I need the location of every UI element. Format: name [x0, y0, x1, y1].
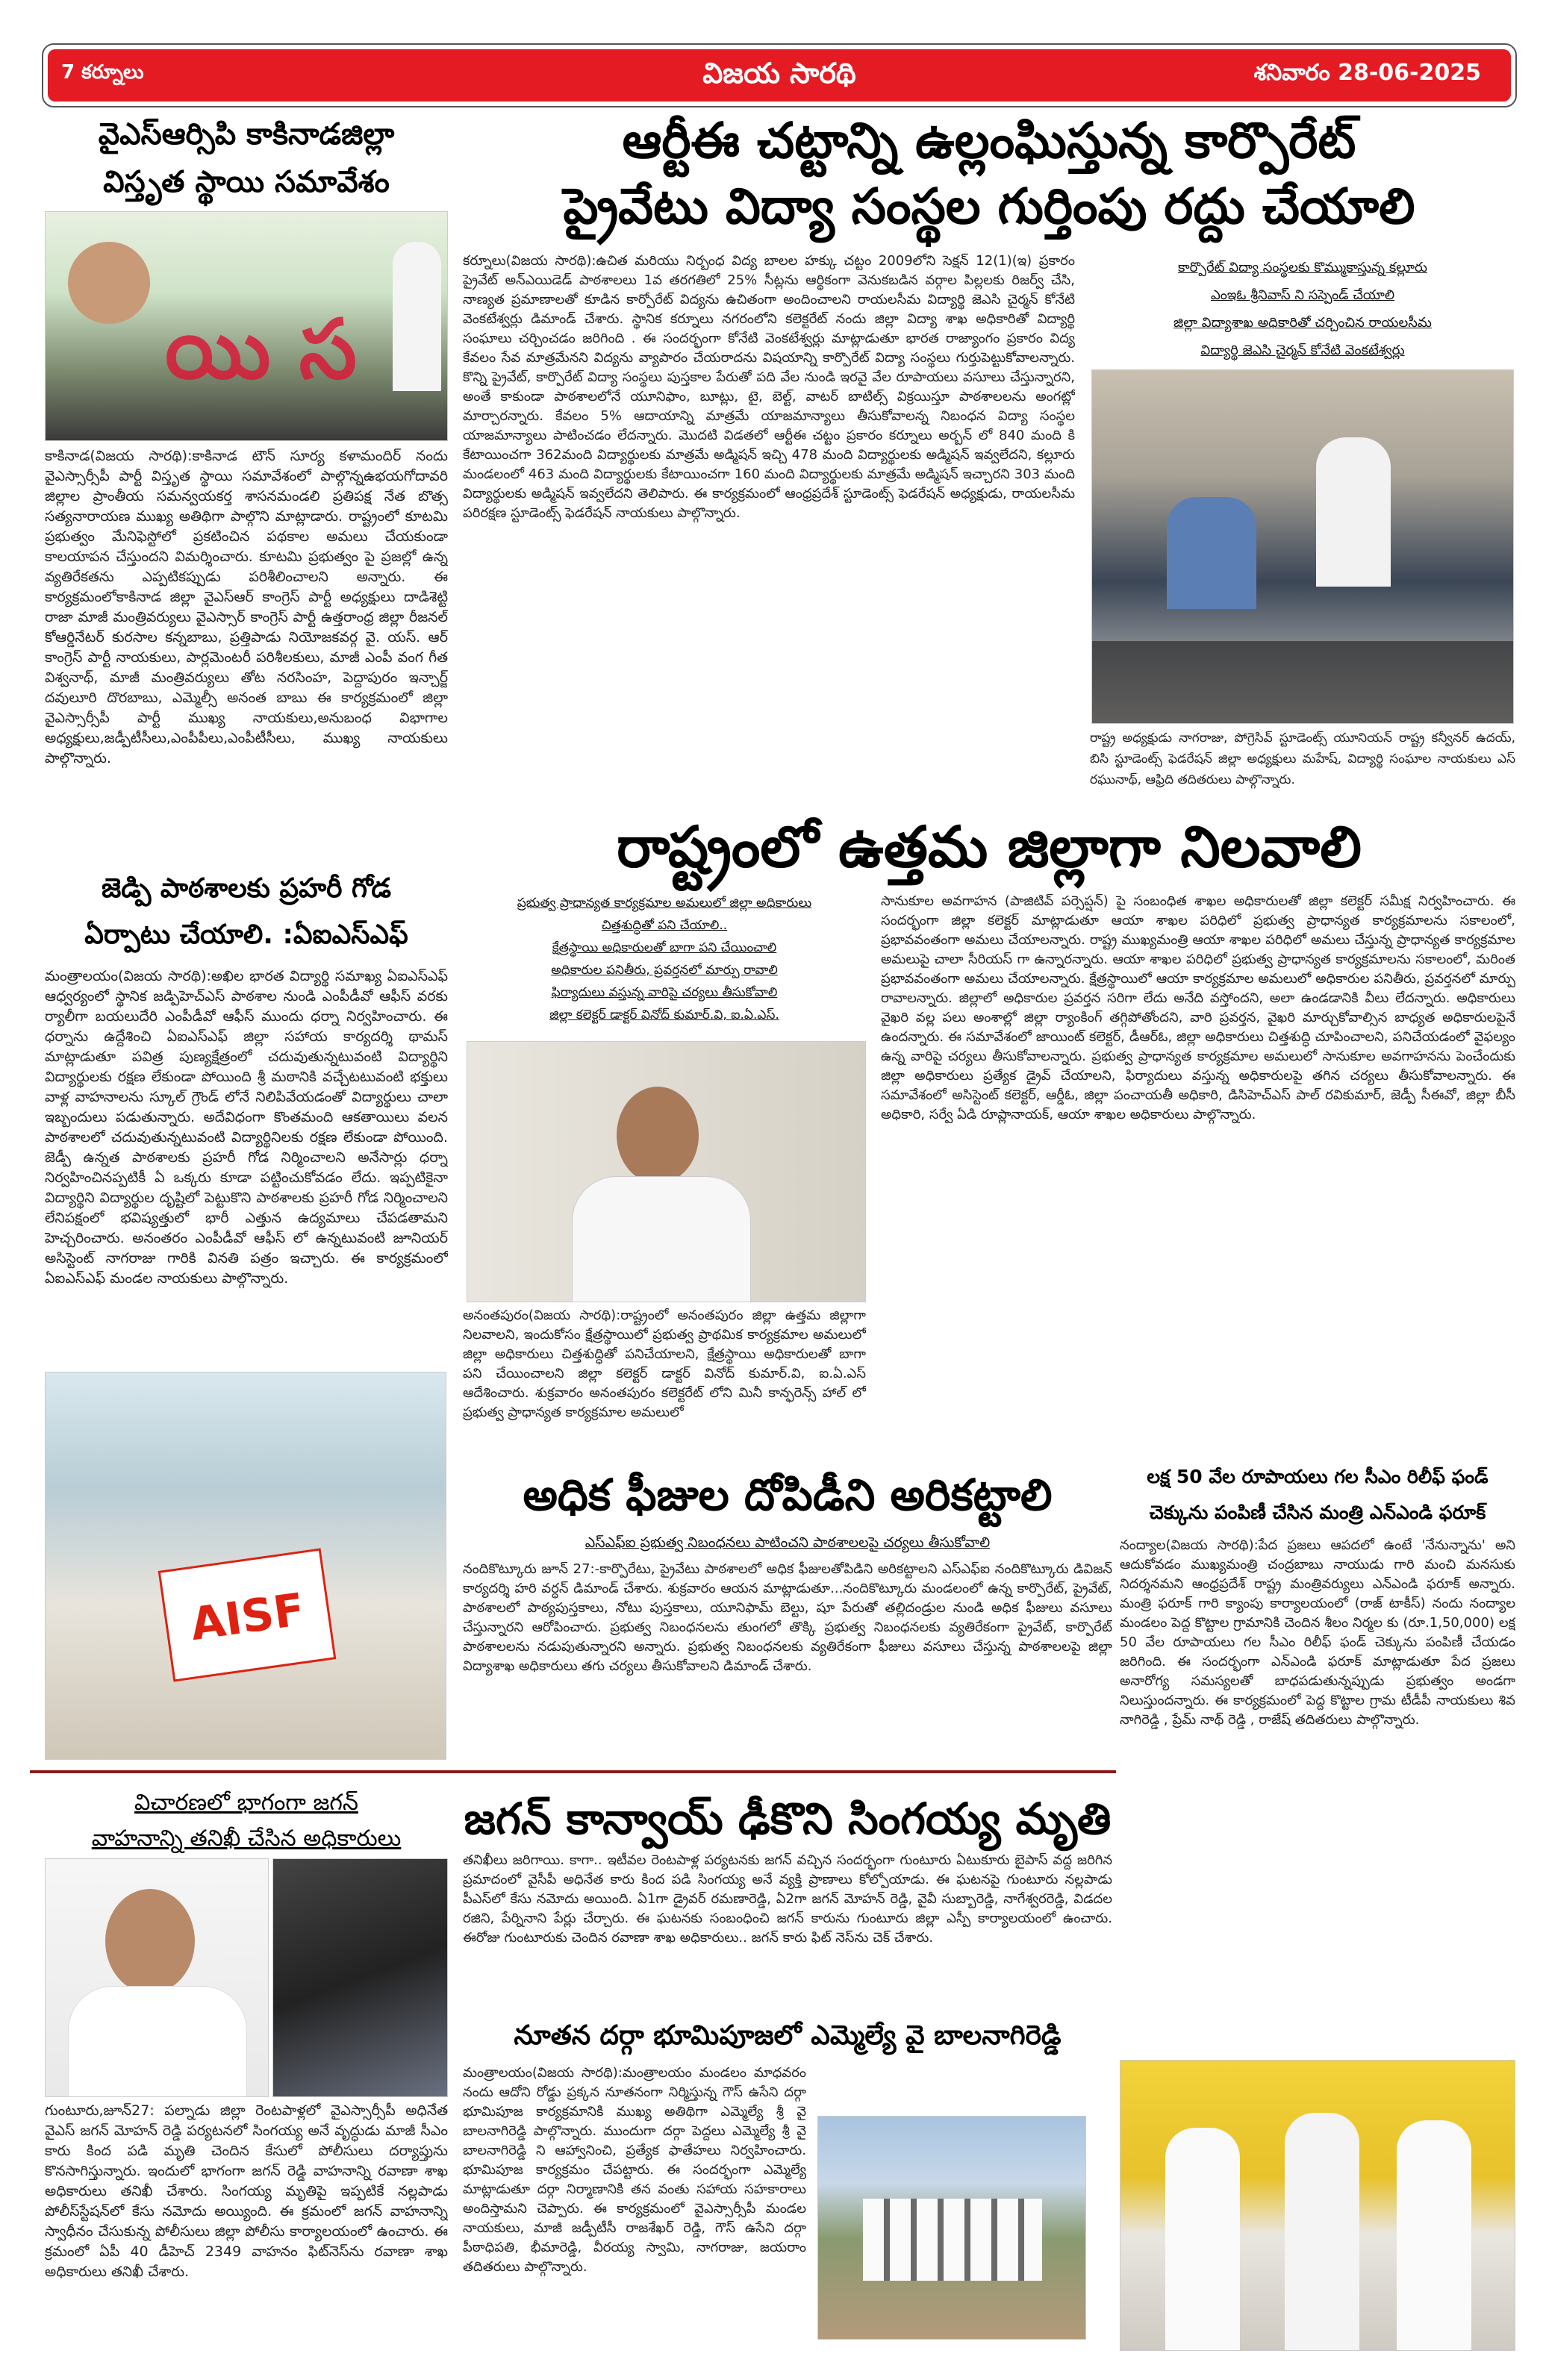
article-dargah-headline: నూతన దర్గా భూమిపూజలో ఎమ్మెల్యే వై బాలనాగిరెడ్డి — [514, 2020, 1062, 2051]
headline-line: ఆర్టీఈ చట్టాన్ని ఉల్లంఘిస్తున్న కార్పొరేట్ — [622, 112, 1356, 169]
article-rte-headline — [463, 108, 1515, 240]
article-fees-headline: అధిక ఫీజుల దోపిడీని అరికట్టాలి — [523, 1469, 1053, 1520]
section-divider — [30, 1770, 1116, 1773]
subhead: ఫిర్యాదులు వస్తున్న వారిపై చర్యలు తీసుకోవాలి — [551, 985, 778, 1000]
headline-line: వైఎస్ఆర్సిపి కాకినాడజిల్లా — [98, 117, 395, 152]
rte-meeting-photo — [1091, 369, 1514, 724]
headline-line: విస్తృత స్థాయి సమావేశం — [103, 165, 390, 199]
subhead: జిల్లా విద్యాశాఖ అధికారితో చర్చించిన రాయలసీమ — [1173, 315, 1432, 331]
rte-photo-caption: రాష్ట్ర అధ్యక్షుడు నాగరాజు, పోగ్రెసివ్ స్టూడెంట్స్ యూనియన్ రాష్ట్ర కన్వీనర్ ఉదయ్, బిసి స్టూడెంట్స్ ఫెడరేషన్ జిల్లా అధ్యక్షులు మహేష్, విద్యార్థి సంఘాల నాయకులు ఎస్ రఘునాథ్, ఆఫ్రిది తదితరులు పాల్గొన్నారు. — [1090, 731, 1515, 787]
headline-line: జెడ్పి పాఠశాలకు ప్రహరీ గోడ — [101, 873, 392, 904]
article-jagan-vehicle-body: గుంటూరు,జూన్27: పల్నాడు జిల్లా రెంటపాళ్లలో వైఎస్సార్సీపీ అధినేత వైఎస్ జగన్ మోహన్ రెడ్డి పర్యటనలో సింగయ్య అనే వృద్ధుడు మాజీ సీఎం కారు కింద పడి మృతి చెందిన కేసులో పోలీసులు దర్యాప్తును కొనసాగిస్తున్నారు. ఇందులో భాగంగా జగన్ రెడ్డి వాహనాన్ని రవాణా శాఖ అధికారులు తనిఖీ చేశారు. సింగయ్య మృతిపై ఇప్పటికే నల్లపాడు పోలీస్‌స్టేషన్‌లో కేసు నమోదు అయ్యింది. ఈ క్రమంలో జగన్ వాహనాన్ని స్వాధీనం చేసుకున్న పోలీసులు జిల్లా పోలీసు కార్యాలయంలో ఉంచారు. ఈ క్రమంలో ఏపీ 40 డీహెచ్ 2349 వాహనం ఫిట్‌నెస్‌ను రవాణా శాఖ అధికారులు తనిఖీ చేశారు. — [45, 2102, 448, 2280]
headline-line: లక్ష 50 వేల రూపాయలు గల సీఎం రిలీఫ్ ఫండ్ — [1147, 1466, 1489, 1487]
ysrcp-meeting-photo — [45, 211, 448, 441]
article-best-district-subheads — [463, 892, 866, 1026]
issue-date: శనివారం 28-06-2025 — [1253, 60, 1481, 86]
speaker-figure — [393, 242, 441, 391]
article-cm-relief-headline — [1120, 1459, 1515, 1531]
subhead: చిత్తశుద్ధితో పని చేయాలి.. — [601, 918, 728, 933]
article-fees-subhead: ఎస్ఎఫ్ఐ ప్రభుత్వ నిబంధనలు పాటించని పాఠశాలలపై చర్యలు తీసుకోవాలి — [585, 1534, 991, 1551]
dargah-bhoomi-puja-photo — [817, 2116, 1086, 2340]
subhead: ఎంఇఓ శ్రీనివాస్ ని సస్పెండ్ చేయాలి — [1210, 287, 1395, 303]
article-dargah-body: మంత్రాలయం(విజయ సారథి):మంత్రాలయం మండలం మాధవరం నందు ఆదోని రోడ్డు ప్రక్కన నూతనంగా నిర్మిస్తున్న గౌస్ ఉసేని దర్గా భూమిపూజ కార్యక్రమానికి ముఖ్య అతిథిగా ఎమ్మెల్యే శ్రీ వై బాలనాగిరెడ్డి పాల్గొన్నారు. ముందుగా దర్గా పెద్దలు ఎమ్మెల్యే శ్రీ వై బాలనాగిరెడ్డి ని ఆహ్వానించి, ప్రత్యేక ఫాతేహలు నిర్వహించారు. భూమిపూజ కార్యక్రమం చేపట్టారు. ఈ సందర్భంగా ఎమ్మెల్యే మాట్లాడుతూ దర్గా నిర్మాణానికి తన వంతు సహాయ సహకారాలు అందిస్తామని చెప్పారు. ఈ కార్యక్రమంలో వైఎస్సార్సీపీ మండల నాయకులు, మాజీ జడ్పీటీసీ రాజశేఖర్ రెడ్డి, గౌస్ ఉసేని దర్గా పీఠాధిపతి, భీమారెడ్డి, వీరయ్య స్వామి, నాగరాజు, జయరాం తదితరులు పాల్గొన్నారు. — [463, 2065, 806, 2275]
article-zp-school-body: మంత్రాలయం(విజయ సారథి):అఖిల భారత విద్యార్థి సమాఖ్య ఏఐఎస్ఎఫ్ ఆధ్వర్యంలో స్థానిక జడ్పిహెచ్ఎస్ పాఠశాల నుండి ఎంపీడీవో ఆఫీస్ వరకు ర్యాలీగా బయలుదేరి ఎంపీడీవో ఆఫీస్ ముందు ధర్నా నిర్వహించారు. ఈ ధర్నాను ఉద్దేశించి ఏఐఎస్ఎఫ్ జిల్లా సహాయ కార్యదర్శి థామస్ మాట్లాడుతూ పవిత్ర పుణ్యక్షేత్రంలో చదువుతున్నటువంటి విద్యార్థిని విద్యార్థులకు రక్షణ లేకుండా పోయింది శ్రీ మఠానికి వచ్చేటటువంటి భక్తులు వాళ్ల వాహనాలను స్కూల్ గ్రౌండ్ లోనే నిలిపివేయడంతో విద్యార్థులు చాలా ఇబ్బందులు పడుతున్నారు. అదేవిధంగా కొంతమంది ఆకతాయిలు వలన పాఠశాలలో చదువుతున్నటువంటి విద్యార్థినిలకు రక్షణ లేకుండా పోయింది. జెడ్పీ ఉన్నత పాఠశాలకు ప్రహరీ గోడ నిర్మించాలని అనేసార్లు ధర్నా నిర్వహించినప్పటికీ ఏ ఒక్కరు కూడా పట్టించుకోవడం లేదు. ఇప్పటికైనా విద్యార్థిని విద్యార్థుల దృష్టిలో పెట్టుకొని పాఠశాలకు ప్రహరీ గోడ నిర్మించాలని లేనిపక్షంలో భవిష్యత్తులో భారీ ఎత్తున ఉద్యమాలు చేపడతామని హెచ్చరించారు. అనంతరం ఎంపీడీవో ఆఫీస్ లో ఉన్నటువంటి జూనియర్ అసిస్టెంట్ నాగరాజు గారికి వినతి పత్రం ఇచ్చారు. ఈ కార్యక్రమంలో ఏఐఎస్ఎఫ్ మండల నాయకులు పాల్గొన్నారు. — [45, 968, 448, 1287]
leader-portrait — [68, 242, 150, 324]
article-cm-relief-body: నంద్యాల(విజయ సారథి):పేద ప్రజలు ఆపదలో ఉంటే 'నేనున్నాను' అని ఆదుకోవడం ముఖ్యమంత్రి చంద్రబాబు నాయుడు గారి మంచి మనసుకు నిదర్శనమని ఆంధ్రప్రదేశ్ రాష్ట్ర మంత్రివర్యులు ఎన్ఎండి ఫరూక్ అన్నారు. మంత్రి ఫరూక్ గారి క్యాంపు కార్యాలయంలో (రాజ్ టాకీస్) నందు నంద్యాల మండలం పెద్ద కొట్టాల గ్రామానికి చెందిన శీలం నిర్మల కు (రూ.1,50,000) లక్ష 50 వేల రూపాయలు గల సీఎం రిలీఫ్ ఫండ్ చెక్కును పంపిణీ చేయడం జరిగింది. ఈ సందర్భంగా ఎన్ఎండి ఫరూక్ మాట్లాడుతూ పేద ప్రజలు అనారోగ్య సమస్యలతో బాధపడుతున్నప్పుడు ప్రభుత్వం అండగా నిలుస్తుందన్నారు. ఈ కార్యక్రమంలో పెద్ద కొట్టాల గ్రామ టీడీపీ నాయకులు శివ నాగిరెడ్డి , ప్రేమ్ నాథ్ రెడ్డి , రాజేష్ తదితరులు పాల్గొన్నారు. — [1120, 1537, 1515, 1728]
subhead: జిల్లా కలెక్టర్ డాక్టర్ వినోద్ కుమార్.వి, ఐ.ఏ.ఎస్. — [549, 1008, 779, 1022]
article-convoy-headline: జగన్ కాన్వాయ్ ఢీకొని సింగయ్య మృతి — [464, 1793, 1112, 1844]
article-best-district-headline: రాష్ట్రంలో ఉత్తమ జిల్లాగా నిలవాలి — [617, 813, 1362, 880]
jagan-photo — [45, 1858, 269, 2097]
article-convoy-body: తనిఖీలు జరిగాయి. కాగా.. ఇటీవల రెంటపాళ్ల పర్యటనకు జగన్ వచ్చిన సందర్భంగా గుంటూరు ఏటుకూరు బైపాస్ వద్ద జరిగిన ప్రమాదంలో వైసీపీ అధినేత కారు కింద పడి సింగయ్య అనే వ్యక్తి ప్రాణాలు కోల్పోయాడు. ఈ ఘటనపై గుంటూరు నల్లపాడు పీఎస్‌లో కేసు నమోదు అయింది. ఏ1గా డ్రైవర్ రమణారెడ్డి, ఏ2గా జగన్ మోహన్ రెడ్డి, వైవీ సుబ్బారెడ్డి, నాగేశ్వరరెడ్డి, విడదల రజిని, పేర్నినాని పేర్లు చేర్చారు. ఈ ఘటనకు సంబంధించి జగన్ కారును గుంటూరు జిల్లా ఎస్పీ కార్యాలయంలో ఉంచారు. ఈరోజు గుంటూరుకు చెందిన రవాణా శాఖ అధికారులు.. జగన్ కారు ఫిట్ నెస్‌ను చెక్ చేశారు. — [463, 1852, 1112, 1946]
aisf-rally-photo — [45, 1372, 446, 1760]
article-zp-school-headline — [45, 866, 448, 958]
article-ysrcp-headline — [45, 110, 448, 206]
page-label: 7 కర్నూలు — [61, 61, 144, 84]
subhead: ప్రభుత్వ ప్రాధాన్యత కార్యక్రమాల అమలులో జిల్లా అధికారులు — [517, 896, 812, 911]
article-best-district-body-left: అనంతపురం(విజయ సారథి):రాష్ట్రంలో అనంతపురం జిల్లా ఉత్తమ జిల్లాగా నిలవాలని, ఇందుకోసం క్షేత్రస్థాయిలో ప్రభుత్వ ప్రాథమిక కార్యక్రమాల అమలులో జిల్లా అధికారులు చిత్తశుద్ధితో పనిచేయాలని, క్షేత్రస్థాయి అధికారులతో బాగా పని చేయించాలని జిల్లా కలెక్టర్ డాక్టర్ వినోద్ కుమార్.వి, ఐ.ఏ.ఎస్ ఆదేశించారు. శుక్రవారం అనంతపురం కలెక్టరేట్ లోని మినీ కాన్ఫరెన్స్ హాల్ లో ప్రభుత్వ ప్రాధాన్యత కార్యక్రమాల అమలులో — [463, 1308, 866, 1420]
article-rte-subheads — [1090, 254, 1515, 364]
headline-line: ఏర్పాటు చేయాలి. :ఏఐఎస్ఎఫ్ — [84, 919, 408, 950]
subhead: విద్యార్థి జెఎసి చైర్మన్ కోనేటి వెంకటేశ్వర్లు — [1200, 343, 1405, 358]
masthead-bar — [48, 49, 1511, 101]
headline-line: ప్రైవేటు విద్యా సంస్థల గుర్తింపు రద్దు చేయాలి — [563, 178, 1415, 235]
collector-photo — [467, 1041, 866, 1302]
masthead — [42, 43, 1517, 107]
headline-line: వాహనాన్ని తనిఖీ చేసిన అధికారులు — [91, 1825, 402, 1852]
article-fees-body: నందికొట్కూరు జూన్ 27:-కార్పొరేటు, ప్రైవేటు పాఠశాలలో అధిక ఫీజులతోపిడిని అరికట్టాలని ఎస్ఎఫ్ఐ నందికొట్కూరు డివిజన్ కార్యదర్శి హరి వర్ధన్ డిమాండ్ చేశారు. శుక్రవారం ఆయన మాట్లాడుతూ...నందికొట్కూరు మండలంలో ఉన్న కార్పొరేట్, ప్రైవేట్, పాఠశాలలో పాఠ్యపుస్తకాలు, నోటు పుస్తకాలు, యూనిఫామ్ బెల్టు, షూ పేరుతో తల్లిదండ్రుల నుండి అధిక ఫీజులు వసూలు చేస్తున్నారని ఆరోపించారు. ప్రభుత్వ నిబంధనలను తుంగలో తొక్కి ప్రభుత్వ నిబంధనలకు వ్యతిరేకంగా ప్రైవేట్, కార్పొరేట్ పాఠశాలలను నడుపుతున్నారని అన్నారు. ప్రభుత్వ నిబంధనలకు వ్యతిరేకంగా ఫీజులు వసూలు చేస్తున్న పాఠశాలలపై జిల్లా విద్యాశాఖ అధికారులు తగు చర్యలు తీసుకోవాలని డిమాండ్ చేశారు. — [463, 1561, 1112, 1674]
cheque-handover-photo — [1120, 2060, 1515, 2351]
banner-lettering: యి స — [165, 302, 357, 397]
newspaper-title: విజయ సారథి — [702, 57, 856, 90]
article-jagan-vehicle-headline — [45, 1785, 448, 1857]
article-ysrcp-body: కాకినాడ(విజయ సారథి):కాకినాడ టౌన్ సూర్య కళామందిర్ నందు వైఎస్సార్సీపీ పార్టీ విస్తృత స్థాయి సమావేశంలో పాల్గొన్నఉభయగోదావరి జిల్లాల ప్రాంతీయ సమన్వయకర్త శాసనమండలి ప్రతిపక్ష నేత బొత్స సత్యనారాయణ ముఖ్య అతిథిగా పాల్గొని మాట్లాడారు. రాష్ట్రంలో కూటమి ప్రభుత్వం మేనిఫెస్టోలో ప్రకటించిన పథకాల అమలు చేయకుండా కాలయాపన చేస్తుందని విమర్శించారు. కూటమి ప్రభుత్వం పై ప్రజల్లో ఉన్న వ్యతిరేకతను ఎప్పటికప్పుడు పరిశీలించాలని అన్నారు. ఈ కార్యక్రమంలోకాకినాడ జిల్లా వైఎస్ఆర్ కాంగ్రెస్ పార్టీ అధ్యక్షులు దాడిశెట్టి రాజా మాజీ మంత్రివర్యులు వైఎస్సార్ కాంగ్రెస్ పార్టీ ఉత్తరాంధ్ర జిల్లా రీజనల్ కోఆర్డినేటర్ కురసాల కన్నబాబు, ప్రత్తిపాడు నియోజకవర్గ వై. యస్. ఆర్ కాంగ్రెస్ పార్టీ నాయకులు, పార్లమెంటరీ పరిశీలకులు, మాజీ ఎంపీ వంగ గీత విశ్వనాథ్, మాజీ మంత్రివర్యులు తోట నరసింహ, పెద్దాపురం ఇన్చార్జ్ దవులూరి దొరబాబు, ఎమ్మెల్సీ అనంత బాబు ఈ కార్యక్రమంలో జిల్లా వైఎస్సార్సీపీ పార్టీ ముఖ్య నాయకులు,అనుబంధ విభాగాల అధ్యక్షులు,జడ్పీటీసీలు,ఎంపీపీలు,ఎంపీటీసీలు, ముఖ్య నాయకులు పాల్గొన్నారు. — [45, 448, 448, 766]
subhead: అధికారుల పనితీరు, ప్రవర్తనలో మార్పు రావాలి — [551, 963, 778, 978]
vehicle-inspection-photo — [272, 1858, 448, 2097]
subhead: కార్పొరేట్ విద్యా సంస్థలకు కొమ్ముకాస్తున్న కల్లూరు — [1178, 260, 1427, 275]
subhead: క్షేత్రస్థాయి అధికారులతో బాగా పని చేయించాలి — [552, 940, 777, 955]
article-best-district-body-right: సానుకూల అవగాహన (పాజిటివ్ పర్సెప్షన్) పై సంబంధిత శాఖల అధికారులతో జిల్లా కలెక్టర్ సమీక్ష నిర్వహించారు. ఈ సందర్భంగా జిల్లా కలెక్టర్ మాట్లాడుతూ ఆయా శాఖల పరిధిలో ప్రభుత్వ ప్రాధాన్యత కార్యక్రమాలను సకాలంలో, ప్రభావవంతంగా అమలు చేయాలన్నారు. రాష్ట్ర ముఖ్యమంత్రి ఆయా శాఖల పరిధిలో అమలు చేస్తున్న ప్రాధాన్యత కార్యక్రమాల అమలుపై చాలా సీరియస్ గా ఉన్నారన్నారు. ఆయా శాఖల పరిధిలో ప్రభుత్వ ప్రాధాన్యత కార్యక్రమాలను సకాలంలో, మరింత ప్రభావవంతంగా అమలు చేయాలన్నారు. క్షేత్రస్థాయిలో ఆయా కార్యక్రమాల అమలులో అధికారుల పనితీరు, ప్రవర్తనలో మార్పు రావాలన్నారు. జిల్లాలో అధికారుల ప్రవర్తన సరిగా లేదు అనేది వస్తోందని, అలా ఉండడానికి వీలు లేదన్నారు. అధికారులు వైఖరి వల్ల పలు అంశాల్లో జిల్లా ర్యాంకింగ్ తగ్గిపోతోందని, వారి ప్రవర్తన, వైఖరి మార్చుకోవాల్సిన బాధ్యత అధికారులపైనే ఉందన్నారు. ఈ సమావేశంలో జాయింట్ కలెక్టర్, డీఆర్ఓ, జిల్లా అధికారులు చిత్తశుద్ధి చూపించాలని, పనిచేయడంలో వైఫల్యం ఉన్న వారిపై చర్యలు తీసుకోవాలన్నారు. ప్రభుత్వ ప్రాధాన్యత కార్యక్రమాల అమలులో సానుకూల అవగాహనను పెంచేందుకు జిల్లా అధికారులు ప్రత్యేక డ్రైవ్ చేయాలని, ఫిర్యాదులు వస్తున్న అధికారులపై తగిన చర్యలు తీసుకోవాలన్నారు. ఈ సమావేశంలో అసిస్టెంట్ కలెక్టర్, ఆర్డీఓ, జిల్లా పంచాయతీ అధికారి, డిసిహెచ్ఎస్ పాల్ రవికుమార్, జెడ్పీ సీఈవో, జిల్లా బీసీ అధికారి, సర్వే ఏడి రూప్లానాయక్, ఆయా శాఖల అధికారులు పాల్గొన్నారు. — [881, 893, 1515, 1122]
headline-line: విచారణలో భాగంగా జగన్ — [134, 1790, 358, 1816]
headline-line: చెక్కును పంపిణీ చేసిన మంత్రి ఎన్ఎండి ఫరూక్ — [1149, 1502, 1486, 1523]
aisf-banner: AISF — [158, 1548, 337, 1681]
article-rte-body: కర్నూలు(విజయ సారథి):ఉచిత మరియు నిర్బంధ విద్య బాలల హక్కు చట్టం 2009లోని సెక్షన్ 12(1)(ఇ) ప్రకారం ప్రైవేట్ అన్ఎయిడెడ్ పాఠశాలలు 1వ తరగతిలో 25% సీట్లను ఆర్థికంగా వెనుకబడిన వర్గాల పిల్లలకు రిజర్వ్ చేసి, నాణ్యత ప్రమాణాలతో కూడిన కార్పోరేట్ విద్యను ఉచితంగా అందించాలని రాయలసీమ విద్యార్థి జెఎసి చైర్మన్ కోనేటి వెంకటేశ్వర్లు డిమాండ్ చేశారు. స్థానిక కర్నూలు నగరంలోని కలెక్టరేట్ నందు జిల్లా విద్యా శాఖ అధికారితో విద్యార్థి సంఘాలు చర్చించడం జరిగింది . ఈ సందర్భంగా కోనేటి వెంకటేశ్వర్లు మాట్లాడుతూ భారత రాజ్యాంగం ప్రకారం విద్య కేవలం సేవ మాత్రమేనని విద్యను వ్యాపారం చేయరాదను విషయాన్ని కార్పొరేట్ విద్యా సంస్థలు గుర్తుపెట్టుకోవాలన్నారు. కొన్ని ప్రైవేట్, కార్పొరేట్ విద్యా సంస్థలు పుస్తకాల పేరుతో పది వేల నుండి ఇరవై వేల రూపాయలు వసూలు చేస్తున్నారని, అంతే కాకుండా పాఠశాలలోనే యూనిఫాం, బూట్లు, టై, బెల్ట్, వాటర్ బాటిల్స్ విక్రయిస్తూ పాఠశాలలను అంగట్లో మార్చారన్నారు. కేవలం 5% ఆదాయాన్ని మాత్రమే యాజమాన్యాలు తీసుకోవాలన్న నిబంధన విద్యా సంస్థల యాజమాన్యాలు పాటించడం లేదన్నారు. మొదటి విడతలో ఆర్టీఈ చట్టం ప్రకారం కర్నూలు అర్బన్ లో 840 మంది కి కేటాయించగా 362మంది విద్యార్థులకు మాత్రమే అడ్మిషన్ ఇచ్చి 478 మంది విద్యార్థులకు అడ్మిషన్ ఇవ్వలేదని, కల్లూరు మండలంలో 463 మంది విద్యార్థులకు కేటాయించగా 160 మంది విద్యార్థులకు మాత్రమే అడ్మిషన్ ఇచ్చారని 303 మంది విద్యార్థులకు అడ్మిషన్ ఇవ్వలేదని తెలిపారు. ఈ కార్యక్రమంలో ఆంధ్రప్రదేశ్ స్టూడెంట్స్ ఫెడరేషన్ అధ్యక్షుడు, రాయలసీమ పరిరక్షణ స్టూడెంట్స్ ఫెడరేషన్ నాయకులు పాల్గొన్నారు. — [463, 253, 1075, 521]
